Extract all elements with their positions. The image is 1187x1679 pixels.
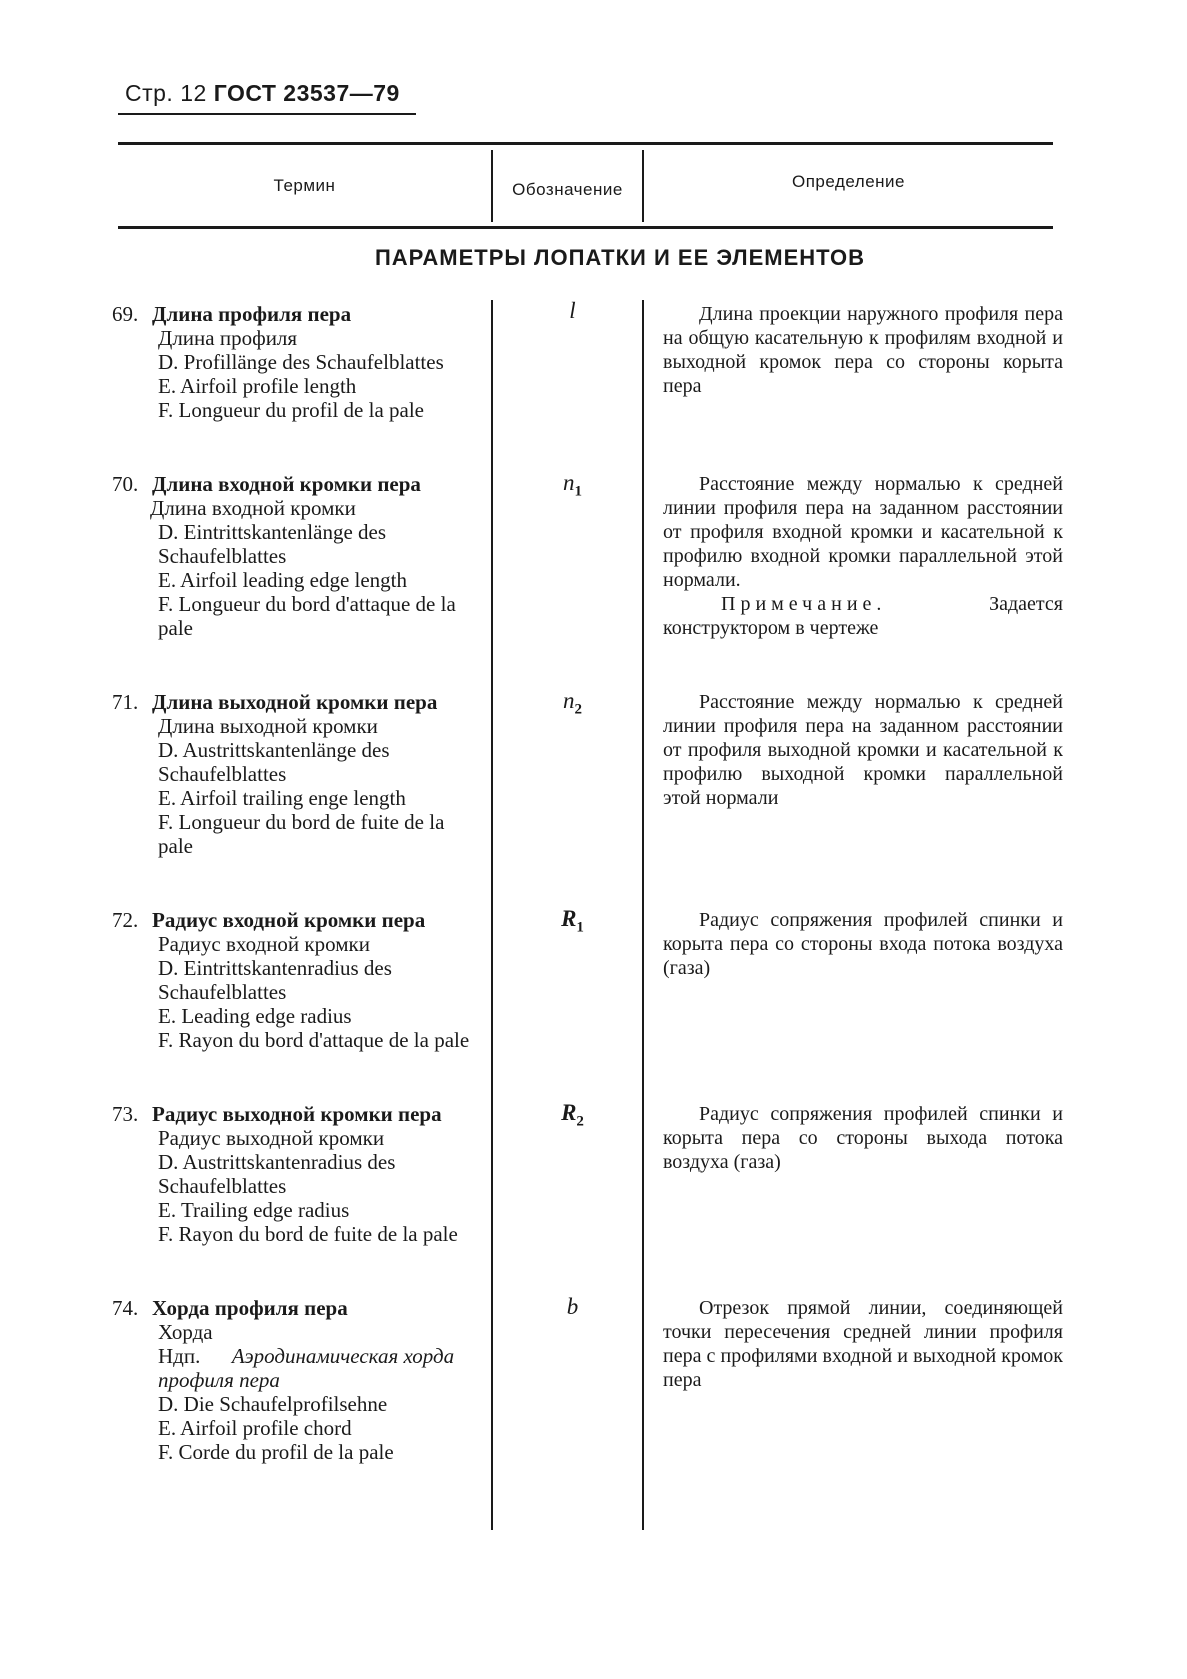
term-number: 72. [112, 908, 139, 932]
definition-74 [663, 1296, 1063, 1392]
term-short: Радиус входной кромки [158, 932, 370, 956]
term-title: Хорда профиля пера [152, 1296, 348, 1320]
term-english: E. Trailing edge radius [158, 1198, 350, 1222]
term-french: F. Corde du profil de la pale [158, 1440, 394, 1464]
term-number: 71. [112, 690, 139, 714]
symbol-70 [500, 470, 645, 501]
page-label: Стр. 12 [125, 80, 207, 106]
definition-69 [663, 302, 1063, 398]
symbol-71 [500, 688, 645, 719]
symbol-subscript: 1 [576, 919, 584, 936]
term-french: F. Longueur du bord de fuite de la pale [158, 810, 445, 858]
definition-text: Отрезок прямой линии, соединяющей точки пересечения средней линии профиля пера с профилями входной и выходной кромок пера [663, 1297, 1063, 1391]
column-header-symbol: Обозначение [512, 180, 623, 199]
symbol-72 [500, 906, 645, 937]
body-divider-1 [491, 300, 493, 1530]
column-header-definition: Определение [792, 172, 905, 191]
table-top-rule [118, 142, 1053, 145]
symbol-letter: n [563, 470, 575, 495]
symbol-74 [500, 1294, 645, 1320]
term-english: E. Leading edge radius [158, 1004, 352, 1028]
definition-73 [663, 1102, 1063, 1174]
standard-number: ГОСТ 23537—79 [213, 80, 400, 106]
term-short: Длина профиля [158, 326, 298, 350]
term-entry-72 [112, 908, 477, 1052]
term-english: E. Airfoil trailing enge length [158, 786, 406, 810]
term-short: Длина выходной кромки [158, 714, 378, 738]
note-text: Задается конструктором в чертеже [663, 593, 1063, 639]
definition-note [663, 592, 1063, 640]
definition-text: Расстояние между нормалью к средней линии профиля пера на заданном расстоянии от профиля выходной кромки и касательной к профилю выходной кромки параллельной этой нормали [663, 691, 1063, 809]
term-short: Радиус выходной кромки [158, 1126, 385, 1150]
term-number: 69. [112, 302, 139, 326]
definition-text: Расстояние между нормалью к средней линии профиля пера на заданном расстоянии от профиля входной кромки и касательной к профилю входной кромки параллельной этой нормали. [663, 473, 1063, 591]
term-entry-70 [112, 472, 477, 640]
term-title: Радиус выходной кромки пера [152, 1102, 442, 1126]
term-french: F. Rayon du bord de fuite de la pale [158, 1222, 458, 1246]
term-french: F. Longueur du bord d'attaque de la pale [158, 592, 456, 640]
symbol-subscript: 2 [576, 1113, 584, 1130]
ndp-text: Аэродинамическая хорда профиля пера [158, 1344, 455, 1392]
term-short: Хорда [158, 1320, 213, 1344]
symbol-letter: n [563, 688, 575, 713]
header-underline [118, 113, 416, 115]
term-entry-71 [112, 690, 477, 858]
term-entry-74 [112, 1296, 477, 1464]
definition-70 [663, 472, 1063, 640]
term-entry-73 [112, 1102, 477, 1246]
term-german: D. Eintrittskantenradius des Schaufelblattes [158, 956, 392, 1004]
symbol-letter: b [566, 1294, 579, 1319]
symbol-letter: R [561, 1100, 577, 1125]
symbol-letter: R [561, 906, 577, 931]
term-number: 73. [112, 1102, 139, 1126]
term-german: D. Profillänge des Schaufelblattes [158, 350, 444, 374]
definition-text: Длина проекции наружного профиля пера на общую касательную к профилям входной и выходной кромок пера со стороны корыта пера [663, 303, 1063, 397]
symbol-69 [500, 298, 645, 324]
symbol-letter: l [569, 298, 576, 323]
term-entry-69 [112, 302, 477, 422]
term-number: 74. [112, 1296, 139, 1320]
definition-text: Радиус сопряжения профилей спинки и корыта пера со стороны входа потока воздуха (газа) [663, 909, 1063, 979]
term-french: F. Longueur du profil de la pale [158, 398, 424, 422]
term-english: E. Airfoil leading edge length [158, 568, 408, 592]
term-german: D. Austrittskantenradius des Schaufelblattes [158, 1150, 396, 1198]
term-french: F. Rayon du bord d'attaque de la pale [158, 1028, 470, 1052]
term-deprecated [112, 1344, 477, 1392]
column-header-term: Термин [273, 176, 336, 195]
term-title: Длина профиля пера [152, 302, 352, 326]
definition-72 [663, 908, 1063, 980]
symbol-73 [500, 1100, 645, 1131]
ndp-label: Ндп. [158, 1344, 201, 1368]
term-german: D. Die Schaufelprofilsehne [158, 1392, 388, 1416]
table-header-bottom-rule [118, 226, 1053, 229]
term-title: Радиус входной кромки пера [152, 908, 426, 932]
term-english: E. Airfoil profile chord [158, 1416, 352, 1440]
term-german: D. Eintrittskantenlänge des Schaufelblattes [158, 520, 387, 568]
term-number: 70. [112, 472, 139, 496]
page-header [125, 80, 400, 107]
term-title: Длина входной кромки пера [152, 472, 421, 496]
definition-text: Радиус сопряжения профилей спинки и корыта пера со стороны выхода потока воздуха (газа) [663, 1103, 1063, 1173]
definition-71 [663, 690, 1063, 810]
term-short: Длина входной кромки [150, 496, 356, 520]
symbol-subscript: 2 [574, 701, 582, 718]
symbol-subscript: 1 [574, 483, 582, 500]
note-label: Примечание. [721, 593, 887, 615]
section-title: ПАРАМЕТРЫ ЛОПАТКИ И ЕЕ ЭЛЕМЕНТОВ [374, 245, 866, 270]
term-title: Длина выходной кромки пера [152, 690, 438, 714]
term-german: D. Austrittskantenlänge des Schaufelblattes [158, 738, 390, 786]
term-english: E. Airfoil profile length [158, 374, 357, 398]
